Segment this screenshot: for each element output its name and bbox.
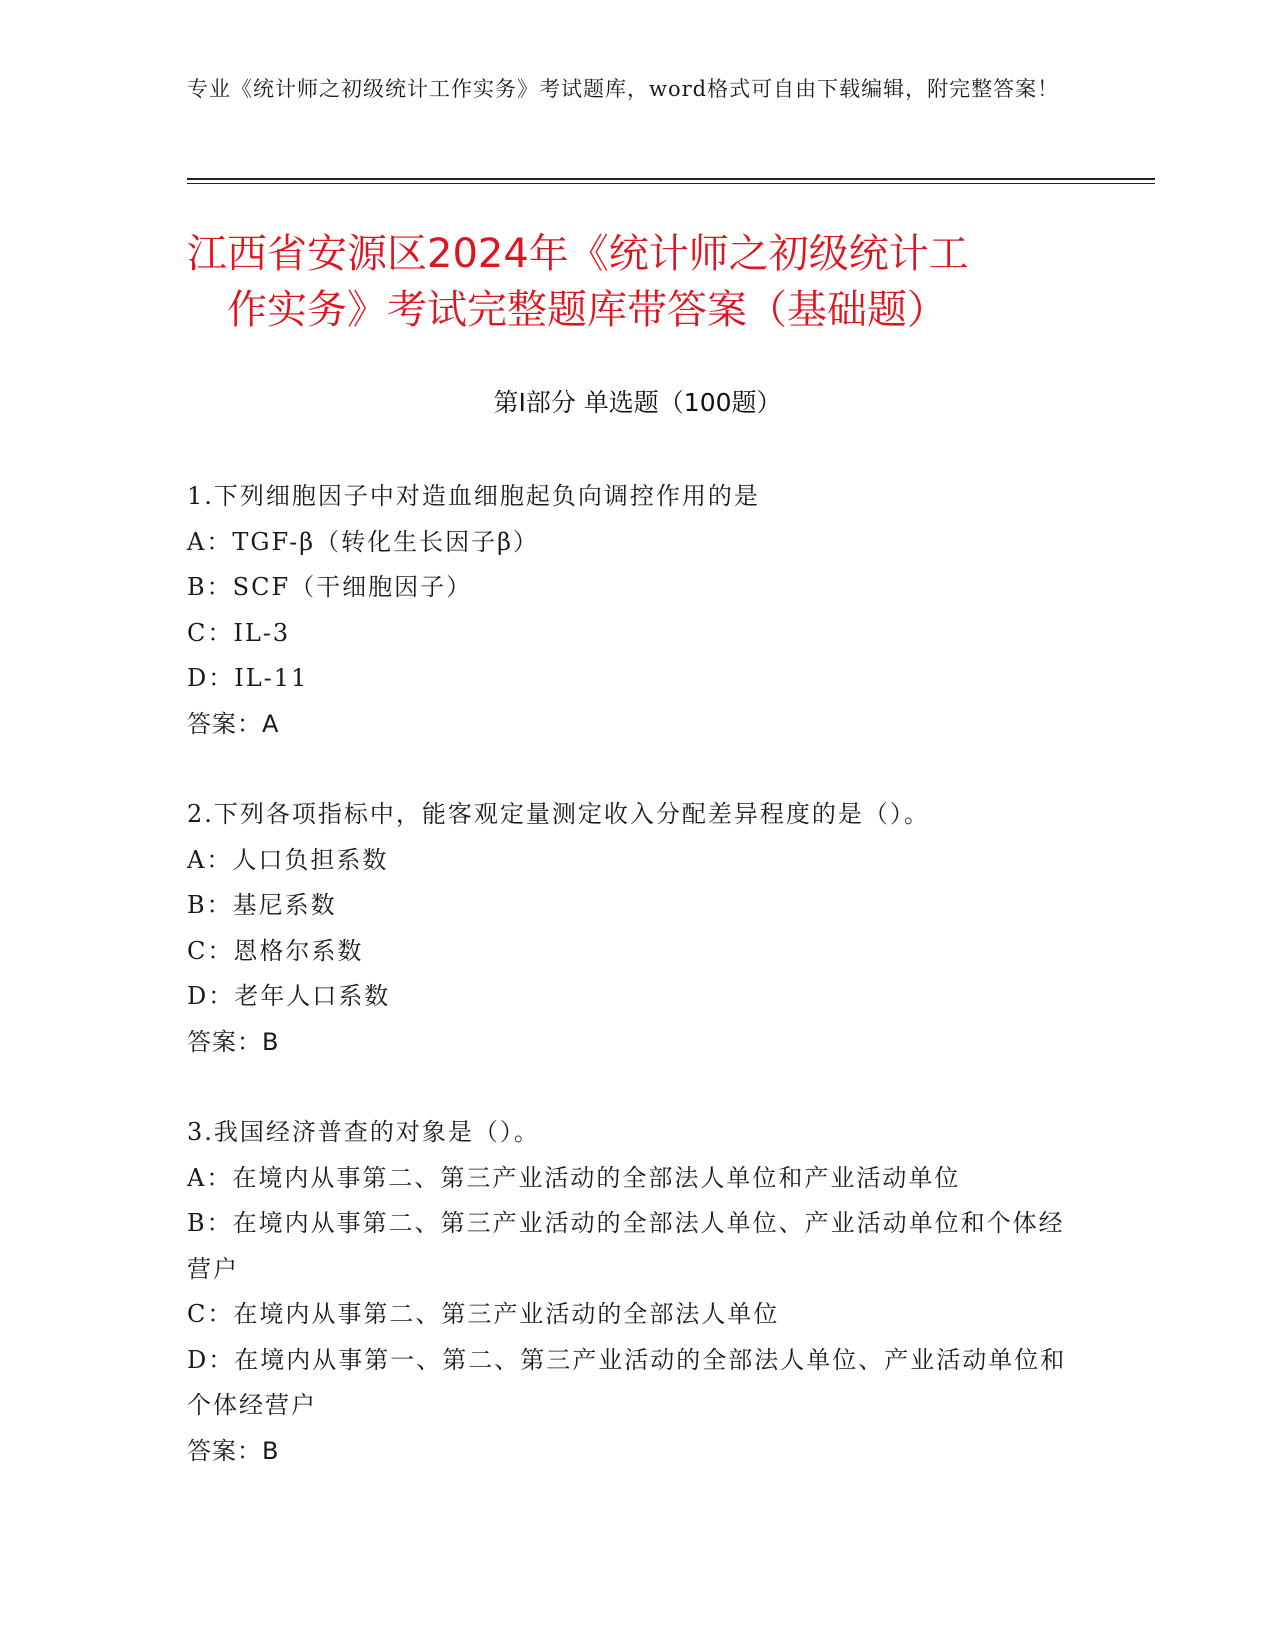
title-line-1: 江西省安源区2024年《统计师之初级统计工 [187, 231, 969, 277]
option-c: C：恩格尔系数 [187, 936, 364, 965]
header-divider-thin [187, 183, 1155, 184]
question-list [187, 474, 1067, 1519]
answer: 答案：B [187, 1027, 280, 1056]
option-b: B：在境内从事第二、第三产业活动的全部法人单位、产业活动单位和个体经营户 [187, 1209, 1065, 1283]
option-a: A：人口负担系数 [187, 845, 389, 874]
option-b: B：SCF（干细胞因子） [187, 573, 473, 601]
option-c: C：IL-3 [187, 618, 291, 647]
option-d: D：在境内从事第一、第二、第三产业活动的全部法人单位、产业活动单位和个体经营户 [187, 1345, 1067, 1419]
question-2 [187, 792, 1067, 1065]
header-divider-thick [187, 178, 1155, 180]
question-stem: 2.下列各项指标中，能客观定量测定收入分配差异程度的是（）。 [187, 800, 930, 828]
option-a: A：在境内从事第二、第三产业活动的全部法人单位和产业活动单位 [187, 1163, 961, 1192]
option-a: A：TGF-β（转化生长因子β） [187, 527, 539, 556]
question-stem: 1.下列细胞因子中对造血细胞起负向调控作用的是 [187, 482, 760, 510]
document-title [187, 226, 1087, 338]
answer: 答案：B [187, 1436, 280, 1465]
option-c: C：在境内从事第二、第三产业活动的全部法人单位 [187, 1300, 780, 1328]
option-b: B：基尼系数 [187, 891, 337, 919]
answer: 答案：A [187, 709, 280, 738]
question-stem: 3.我国经济普查的对象是（）。 [187, 1118, 540, 1146]
question-3 [187, 1110, 1067, 1474]
title-line-2: 作实务》考试完整题库带答案（基础题） [227, 287, 947, 333]
option-d: D：IL-11 [187, 664, 309, 692]
header-note: 专业《统计师之初级统计工作实务》考试题库，word格式可自由下载编辑，附完整答案！ [187, 77, 1060, 101]
section-title: 第Ⅰ部分 单选题（100题） [493, 388, 782, 417]
option-d: D：老年人口系数 [187, 982, 391, 1010]
question-1 [187, 474, 1067, 747]
